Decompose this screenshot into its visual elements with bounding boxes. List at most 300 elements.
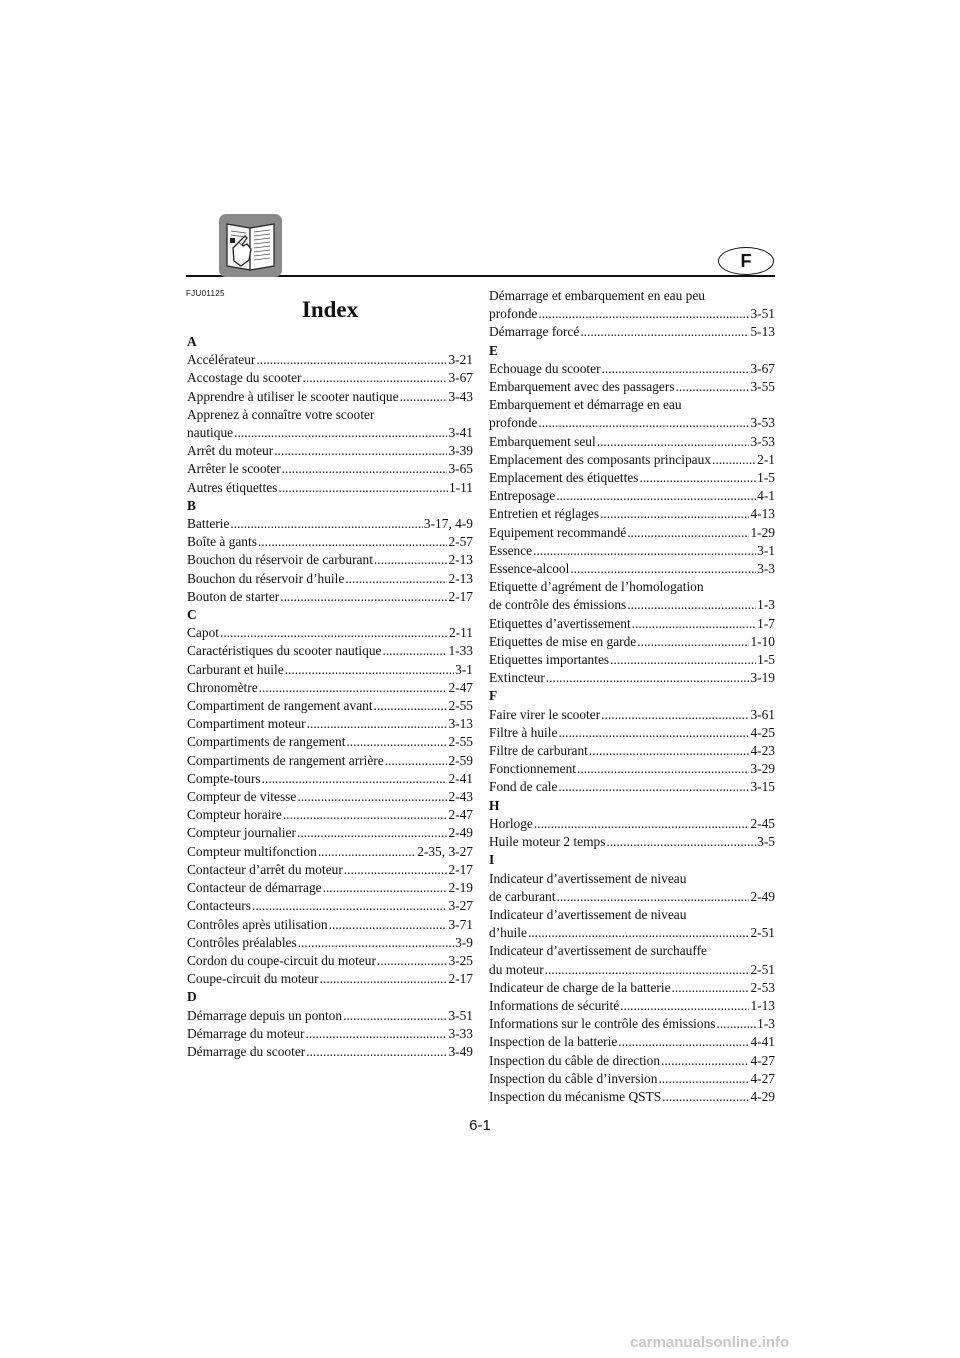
entry-line xyxy=(187,897,473,915)
entry-page: 4-25 xyxy=(750,724,775,740)
dot-leader xyxy=(627,524,749,542)
index-entry xyxy=(187,551,473,569)
dot-leader xyxy=(345,570,447,588)
index-entry xyxy=(187,733,473,751)
entry-line xyxy=(187,588,473,606)
index-entry xyxy=(489,396,775,432)
entry-line xyxy=(489,888,775,906)
entry-page: 1-3 xyxy=(757,597,775,613)
entry-label: Autres étiquettes xyxy=(187,479,278,495)
section-letter: C xyxy=(187,607,197,623)
entry-page: 3-51 xyxy=(750,306,775,322)
dot-leader xyxy=(577,760,749,778)
dot-leader xyxy=(632,615,756,633)
entry-line xyxy=(489,451,775,469)
dot-leader xyxy=(597,433,750,451)
entry-label: Compte-tours xyxy=(187,770,261,786)
dot-leader xyxy=(610,651,756,669)
entry-line xyxy=(187,952,473,970)
entry-page: 1-33 xyxy=(448,643,473,659)
index-entry xyxy=(489,833,775,851)
language-badge: F xyxy=(718,247,774,275)
entry-line xyxy=(489,760,775,778)
entry-label: Batterie xyxy=(187,516,230,532)
entry-line xyxy=(187,806,473,824)
entry-label: Entretien et réglages xyxy=(489,506,600,522)
entry-line xyxy=(489,433,775,451)
entry-page: 3-39 xyxy=(448,443,473,459)
entry-label: Compteur journalier xyxy=(187,825,296,841)
index-entry xyxy=(489,505,775,523)
index-entry xyxy=(187,824,473,842)
entry-page: 1-5 xyxy=(757,652,775,668)
dot-leader xyxy=(303,369,448,387)
index-entry xyxy=(489,433,775,451)
entry-line xyxy=(489,323,775,341)
dot-leader xyxy=(556,487,756,505)
entry-label: Etiquette d’agrément de l’homologation xyxy=(489,579,704,595)
index-entry xyxy=(489,615,775,633)
entry-line xyxy=(187,661,473,679)
entry-page: 3-1 xyxy=(757,542,775,558)
entry-line xyxy=(489,651,775,669)
dot-leader xyxy=(602,360,750,378)
entry-page: 4-13 xyxy=(750,506,775,522)
entry-page: 3-5 xyxy=(757,834,775,850)
entry-page: 3-43 xyxy=(448,388,473,404)
index-entry xyxy=(489,1070,775,1088)
dot-leader xyxy=(676,378,750,396)
dot-leader xyxy=(557,888,750,906)
index-entry xyxy=(187,406,473,442)
entry-page: 4-1 xyxy=(757,488,775,504)
index-entry xyxy=(187,788,473,806)
index-entry xyxy=(187,588,473,606)
entry-line xyxy=(187,351,473,369)
entry-line xyxy=(489,1052,775,1070)
entry-page: 3-9 xyxy=(455,934,473,950)
entry-label: Embarquement et démarrage en eau xyxy=(489,397,682,413)
entry-page: 3-53 xyxy=(750,415,775,431)
dot-leader xyxy=(538,414,749,432)
dot-leader xyxy=(318,843,416,861)
index-entry xyxy=(187,934,473,952)
entry-label: Faire virer le scooter xyxy=(489,706,601,722)
entry-label: Extincteur xyxy=(489,670,545,686)
entry-label: Emplacement des composants principaux xyxy=(489,451,711,467)
index-column-left xyxy=(187,333,473,1061)
entry-label: Compartiment moteur xyxy=(187,716,306,732)
entry-label: Compartiments de rangement xyxy=(187,734,346,750)
dot-leader xyxy=(346,733,447,751)
dot-leader xyxy=(533,542,756,560)
dot-leader xyxy=(558,778,749,796)
entry-line xyxy=(489,924,775,942)
entry-page: 2-13 xyxy=(448,570,473,586)
entry-label: Bouchon du réservoir d’huile xyxy=(187,570,345,586)
entry-label: Boîte à gants xyxy=(187,534,257,550)
index-entry xyxy=(187,1043,473,1061)
dot-leader xyxy=(307,715,448,733)
index-entry xyxy=(489,524,775,542)
entry-page: 2-1 xyxy=(757,451,775,467)
entry-page: 4-23 xyxy=(750,743,775,759)
dot-leader xyxy=(600,505,749,523)
entry-page: 2-51 xyxy=(750,925,775,941)
section-letter: F xyxy=(489,688,498,704)
entry-label: Filtre à huile xyxy=(489,724,558,740)
entry-page: 2-51 xyxy=(750,961,775,977)
entry-line xyxy=(187,642,473,660)
entry-label: Compteur multifonction xyxy=(187,843,317,859)
index-entry xyxy=(489,578,775,614)
entry-label: Chronomètre xyxy=(187,679,258,695)
entry-line xyxy=(489,469,775,487)
entry-page: 2-57 xyxy=(448,534,473,550)
entry-page: 3-29 xyxy=(750,761,775,777)
entry-label: Compteur de vitesse xyxy=(187,789,297,805)
entry-label: Apprenez à connaître votre scooter xyxy=(187,406,375,422)
index-entry xyxy=(489,706,775,724)
dot-leader xyxy=(297,824,447,842)
manual-hand-book-icon xyxy=(219,214,282,277)
entry-line xyxy=(489,542,775,560)
index-entry xyxy=(187,861,473,879)
entry-page: 3-19 xyxy=(750,670,775,686)
index-entry xyxy=(489,1015,775,1033)
entry-label: Contrôles préalables xyxy=(187,934,297,950)
entry-page: 3-15 xyxy=(750,779,775,795)
dot-leader xyxy=(382,642,447,660)
dot-leader xyxy=(298,934,454,952)
dot-leader xyxy=(329,916,448,934)
entry-page: 3-27 xyxy=(448,898,473,914)
entry-label: Contacteurs xyxy=(187,898,251,914)
entry-page: 2-43 xyxy=(448,789,473,805)
entry-line xyxy=(489,596,775,614)
section-letter: E xyxy=(489,342,498,358)
entry-page: 2-35, 3-27 xyxy=(417,843,473,859)
entry-line xyxy=(187,551,473,569)
entry-page: 2-49 xyxy=(750,888,775,904)
entry-page: 3-67 xyxy=(750,360,775,376)
entry-label: Compteur horaire xyxy=(187,807,282,823)
index-entry xyxy=(187,843,473,861)
dot-leader xyxy=(323,879,448,897)
index-entry xyxy=(187,879,473,897)
entry-label-continued: de carburant xyxy=(489,888,556,904)
dot-leader xyxy=(297,788,447,806)
entry-page: 1-7 xyxy=(757,615,775,631)
entry-label: Contrôles après utilisation xyxy=(187,916,328,932)
dot-leader xyxy=(259,679,448,697)
index-entry xyxy=(187,479,473,497)
entry-line xyxy=(187,843,473,861)
index-entry xyxy=(187,970,473,988)
entry-page: 1-11 xyxy=(448,479,473,495)
entry-page: 3-49 xyxy=(448,1043,473,1059)
dot-leader xyxy=(716,1015,756,1033)
dot-leader xyxy=(234,424,447,442)
dot-leader xyxy=(274,442,447,460)
dot-leader xyxy=(528,924,750,942)
entry-line xyxy=(489,961,775,979)
entry-label: Huile moteur 2 temps xyxy=(489,834,606,850)
entry-page: 4-27 xyxy=(750,1052,775,1068)
entry-page: 1-13 xyxy=(750,997,775,1013)
index-entry xyxy=(187,806,473,824)
entry-page: 3-61 xyxy=(750,706,775,722)
index-entry xyxy=(489,760,775,778)
index-entry xyxy=(187,697,473,715)
entry-page: 4-27 xyxy=(750,1070,775,1086)
index-entry xyxy=(489,669,775,687)
index-entry xyxy=(489,906,775,942)
entry-page: 3-71 xyxy=(448,916,473,932)
entry-page: 2-55 xyxy=(448,734,473,750)
index-entry xyxy=(489,815,775,833)
entry-line xyxy=(489,378,775,396)
entry-label: Embarquement seul xyxy=(489,433,596,449)
index-entry xyxy=(489,487,775,505)
entry-line xyxy=(187,916,473,934)
entry-line xyxy=(187,679,473,697)
entry-page: 3-25 xyxy=(448,952,473,968)
dot-leader xyxy=(306,1025,448,1043)
entry-line xyxy=(489,669,775,687)
index-entry xyxy=(187,916,473,934)
entry-page: 2-47 xyxy=(448,679,473,695)
entry-label-continued: du moteur xyxy=(489,961,544,977)
entry-label: Etiquettes d’avertissement xyxy=(489,615,631,631)
index-entry xyxy=(489,778,775,796)
index-entry xyxy=(187,442,473,460)
section-letter: A xyxy=(187,334,197,349)
entry-line xyxy=(489,997,775,1015)
entry-line xyxy=(489,706,775,724)
index-entry xyxy=(489,378,775,396)
entry-label: Caractéristiques du scooter nautique xyxy=(187,643,382,659)
entry-page: 3-21 xyxy=(448,352,473,368)
entry-line xyxy=(489,1015,775,1033)
index-entry xyxy=(489,942,775,978)
index-entry xyxy=(187,679,473,697)
entry-label: Inspection de la batterie xyxy=(489,1034,618,1050)
dot-leader xyxy=(538,305,749,323)
entry-page: 2-45 xyxy=(750,815,775,831)
entry-label: Etiquettes importantes xyxy=(489,652,610,668)
dot-leader xyxy=(377,952,448,970)
entry-page: 3-53 xyxy=(750,433,775,449)
entry-line xyxy=(187,824,473,842)
index-entry xyxy=(489,1033,775,1051)
entry-line xyxy=(489,633,775,651)
entry-line xyxy=(489,305,775,323)
entry-label: Démarrage du moteur xyxy=(187,1025,305,1041)
entry-line xyxy=(489,615,775,633)
entry-label: Equipement recommandé xyxy=(489,524,627,540)
entry-label: Horloge xyxy=(489,815,533,831)
entry-line xyxy=(187,369,473,387)
dot-leader xyxy=(400,388,448,406)
section-letter: H xyxy=(489,797,500,813)
entry-label: Bouton de starter xyxy=(187,588,280,604)
index-entry xyxy=(489,997,775,1015)
index-entry xyxy=(489,469,775,487)
section-letter: D xyxy=(187,989,197,1005)
entry-label: Compartiments de rangement arrière xyxy=(187,752,384,768)
index-entry xyxy=(187,952,473,970)
entry-label: Informations de sécurité xyxy=(489,997,620,1013)
entry-line xyxy=(489,778,775,796)
index-entry xyxy=(187,770,473,788)
index-entry xyxy=(187,515,473,533)
entry-line xyxy=(489,505,775,523)
entry-line xyxy=(187,515,473,533)
index-entry xyxy=(489,651,775,669)
dot-leader xyxy=(344,861,448,879)
entry-page: 3-67 xyxy=(448,370,473,386)
index-entry xyxy=(489,451,775,469)
dot-leader xyxy=(374,697,448,715)
dot-leader xyxy=(589,742,750,760)
index-entry xyxy=(489,542,775,560)
entry-line xyxy=(489,724,775,742)
entry-line xyxy=(489,560,775,578)
dot-leader xyxy=(606,833,756,851)
index-entry xyxy=(489,1088,775,1106)
index-entry xyxy=(187,369,473,387)
entry-line xyxy=(187,479,473,497)
entry-label: Essence-alcool xyxy=(489,561,570,577)
document-code: FJU01125 xyxy=(186,289,225,298)
entry-line xyxy=(489,815,775,833)
entry-line xyxy=(187,770,473,788)
entry-label-continued: nautique xyxy=(187,425,234,441)
dot-leader xyxy=(220,624,448,642)
entry-line xyxy=(489,979,775,997)
entry-line xyxy=(187,861,473,879)
index-entry xyxy=(187,1007,473,1025)
entry-page: 4-29 xyxy=(750,1088,775,1104)
entry-page: 5-13 xyxy=(750,324,775,340)
entry-page: 4-41 xyxy=(750,1034,775,1050)
entry-line xyxy=(187,624,473,642)
entry-label: Entreposage xyxy=(489,488,556,504)
entry-label: Bouchon du réservoir de carburant xyxy=(187,552,373,568)
dot-leader xyxy=(627,596,756,614)
entry-label: Indicateur d’avertissement de niveau xyxy=(489,870,687,886)
entry-label-continued: profonde xyxy=(489,415,538,431)
dot-leader xyxy=(661,1052,749,1070)
dot-leader xyxy=(618,1033,749,1051)
entry-label: Inspection du câble d’inversion xyxy=(489,1070,658,1086)
entry-label: Indicateur d’avertissement de niveau xyxy=(489,906,687,922)
entry-label: Embarquement avec des passagers xyxy=(489,379,675,395)
dot-leader xyxy=(320,970,448,988)
entry-line xyxy=(187,697,473,715)
dot-leader xyxy=(278,479,448,497)
entry-page: 2-49 xyxy=(448,825,473,841)
entry-line xyxy=(187,388,473,406)
entry-label: Démarrage forcé xyxy=(489,324,580,340)
dot-leader xyxy=(534,815,750,833)
index-entry xyxy=(187,570,473,588)
entry-label: Inspection du câble de direction xyxy=(489,1052,661,1068)
index-entry xyxy=(187,715,473,733)
dot-leader xyxy=(306,1043,447,1061)
entry-label: Arrêter le scooter xyxy=(187,461,281,477)
entry-label: Etiquettes de mise en garde xyxy=(489,633,637,649)
entry-label: Accélérateur xyxy=(187,352,256,368)
dot-leader xyxy=(570,560,756,578)
entry-line xyxy=(489,833,775,851)
entry-page: 3-51 xyxy=(448,1007,473,1023)
dot-leader xyxy=(252,897,447,915)
entry-page: 1-5 xyxy=(757,470,775,486)
entry-line xyxy=(187,1043,473,1061)
entry-page: 3-17, 4-9 xyxy=(423,516,473,532)
entry-page: 1-10 xyxy=(750,633,775,649)
entry-line xyxy=(489,414,775,432)
entry-page: 3-41 xyxy=(448,425,473,441)
dot-leader xyxy=(256,351,447,369)
index-entry xyxy=(489,360,775,378)
entry-page: 3-13 xyxy=(448,716,473,732)
entry-label: Contacteur de démarrage xyxy=(187,880,322,896)
dot-leader xyxy=(374,551,448,569)
dot-leader xyxy=(639,469,756,487)
entry-line xyxy=(187,715,473,733)
index-entry xyxy=(489,560,775,578)
entry-label: Apprendre à utiliser le scooter nautique xyxy=(187,388,399,404)
dot-leader xyxy=(280,588,447,606)
index-entry xyxy=(489,633,775,651)
entry-line xyxy=(187,424,473,442)
index-entry xyxy=(489,979,775,997)
dot-leader xyxy=(620,997,749,1015)
entry-label: Fonctionnement xyxy=(489,761,577,777)
entry-label: Accostage du scooter xyxy=(187,370,302,386)
dot-leader xyxy=(637,633,749,651)
entry-label: Fond de cale xyxy=(489,779,558,795)
index-entry xyxy=(187,897,473,915)
index-entry xyxy=(187,642,473,660)
entry-label: Inspection du mécanisme QSTS xyxy=(489,1088,662,1104)
dot-leader xyxy=(658,1070,749,1088)
entry-line xyxy=(489,360,775,378)
index-entry xyxy=(489,287,775,323)
dot-leader xyxy=(712,451,756,469)
entry-page: 3-55 xyxy=(750,379,775,395)
entry-page: 2-53 xyxy=(750,979,775,995)
dot-leader xyxy=(545,961,750,979)
index-entry xyxy=(187,351,473,369)
entry-line xyxy=(187,970,473,988)
dot-leader xyxy=(601,706,749,724)
entry-line xyxy=(187,934,473,952)
entry-line xyxy=(187,788,473,806)
entry-page: 3-1 xyxy=(455,661,473,677)
index-entry xyxy=(489,1052,775,1070)
entry-page: 2-11 xyxy=(448,625,473,641)
index-entry xyxy=(489,724,775,742)
entry-label: Coupe-circuit du moteur xyxy=(187,971,319,987)
entry-page: 2-55 xyxy=(448,698,473,714)
section-letter: I xyxy=(489,852,495,868)
entry-page: 2-41 xyxy=(448,770,473,786)
index-entry xyxy=(187,460,473,478)
